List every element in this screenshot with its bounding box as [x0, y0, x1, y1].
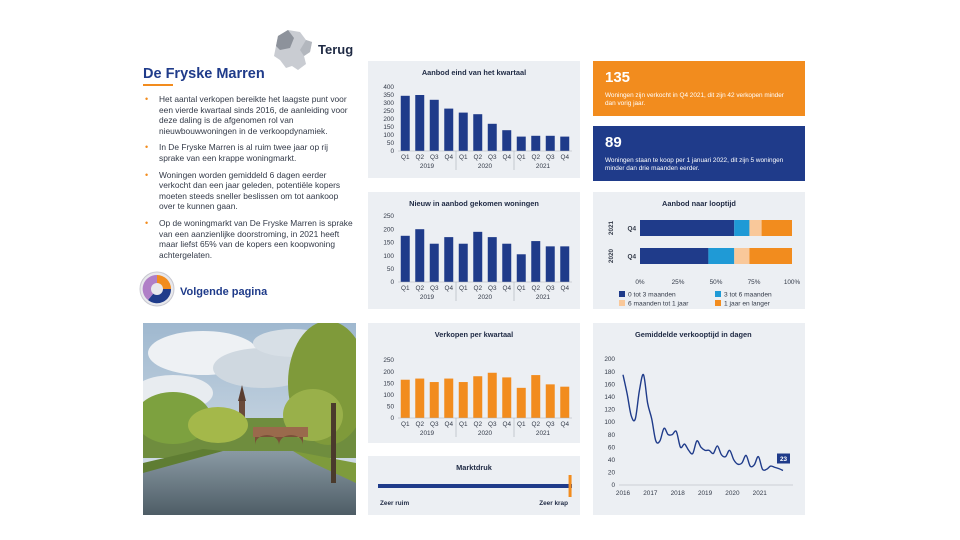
x-tick-label: Q1	[458, 421, 468, 428]
summary-bullet: • Het aantal verkopen bereikte het laagste punt voor een vierde kwartaal sinds 2016, de aanleiding voor deze daling is de afgenomen rol van nieuwbouwwoningen in de verkoopdynamiek.	[143, 94, 355, 136]
bar	[401, 236, 410, 282]
back-link[interactable]: Terug	[318, 42, 354, 57]
bar	[444, 237, 453, 282]
group-label: 2020	[477, 294, 493, 301]
kpi-value: 135	[605, 69, 631, 86]
x-tick-label: 2021	[752, 490, 767, 497]
bar	[459, 244, 468, 282]
y-tick-label: 50	[386, 266, 394, 273]
y-tick-label: 0	[390, 148, 394, 156]
group-label: 2019	[419, 163, 435, 170]
marktdruk-title: Marktdruk	[456, 463, 492, 472]
bar	[488, 237, 497, 282]
bar	[473, 232, 482, 282]
y-tick-label: 150	[383, 124, 394, 132]
chart-nieuw-panel	[368, 192, 580, 309]
x-tick-label: 2019	[697, 490, 713, 497]
y-tick-label: 250	[383, 108, 394, 116]
chart-title: Nieuw in aanbod gekomen woningen	[409, 199, 539, 208]
x-tick-label: 0%	[635, 279, 645, 286]
x-tick-label: Q4	[444, 421, 454, 428]
y-tick-label: 200	[383, 226, 394, 234]
kpi-card-sold	[593, 61, 805, 116]
stacked-segment	[762, 220, 792, 236]
summary-bullet: • Op de woningmarkt van De Fryske Marren is sprake van een aanzienlijke doorstroming, in 2021 heeft maar liefst 65% van de kopers een koopwoning achtergelaten.	[143, 218, 355, 260]
gauge-bar	[378, 484, 572, 488]
y-tick-label: 300	[383, 100, 394, 108]
y-tick-label: 0	[390, 415, 394, 423]
x-tick-label: Q3	[487, 421, 497, 428]
x-tick-label: 2017	[643, 490, 658, 497]
legend-label: 3 tot 6 maanden	[724, 291, 772, 299]
region-map-icon[interactable]	[270, 26, 316, 74]
group-label: 2021	[535, 294, 551, 301]
x-tick-label: Q3	[545, 285, 555, 292]
kpi-text: Woningen staan te koop per 1 januari 2022, dit zijn 5 woningen minder dan drie maanden eerder.	[605, 157, 784, 173]
x-tick-label: Q2	[531, 421, 541, 428]
legend-swatch	[715, 300, 721, 306]
y-tick-label: 100	[383, 252, 394, 260]
stacked-segment	[734, 248, 749, 264]
bar	[517, 388, 526, 418]
y-tick-label: 50	[386, 403, 394, 411]
bar	[531, 136, 540, 151]
legend-item	[619, 291, 676, 299]
x-tick-label: 50%	[709, 279, 723, 286]
x-tick-label: Q4	[502, 285, 512, 292]
bar	[502, 377, 511, 418]
chart-nieuw	[368, 192, 580, 309]
x-tick-label: Q1	[400, 285, 410, 292]
marktdruk-panel	[368, 456, 580, 515]
bar	[459, 113, 468, 151]
legend-swatch	[715, 291, 721, 297]
row-year-label: 2021	[608, 220, 615, 236]
x-tick-label: 2020	[725, 490, 740, 497]
y-tick-label: 100	[383, 132, 394, 140]
bar	[517, 254, 526, 282]
chart-title: Gemiddelde verkooptijd in dagen	[635, 330, 752, 339]
bar	[430, 244, 439, 282]
gauge-right-label: Zeer krap	[539, 500, 568, 507]
bar	[459, 382, 468, 418]
chart-verkopen	[368, 323, 580, 443]
y-tick-label: 350	[383, 92, 394, 100]
legend-swatch	[619, 291, 625, 297]
y-tick-label: 100	[383, 392, 394, 399]
x-tick-label: Q3	[429, 421, 439, 428]
x-tick-label: Q4	[560, 421, 570, 428]
bar	[546, 246, 555, 282]
y-tick-label: 100	[604, 419, 615, 427]
legend-item	[715, 300, 770, 308]
chart-aanbod-panel	[368, 61, 580, 178]
legend-label: 6 maanden tot 1 jaar	[628, 300, 689, 308]
x-tick-label: Q3	[545, 421, 555, 428]
legend-label: 1 jaar en langer	[724, 300, 770, 308]
legend-label: 0 tot 3 maanden	[628, 291, 676, 299]
x-tick-label: 2016	[615, 490, 631, 497]
bar	[546, 384, 555, 418]
legend-swatch	[619, 300, 625, 306]
bar	[502, 130, 511, 151]
next-page-link[interactable]: Volgende pagina	[180, 286, 268, 298]
legend-item	[715, 291, 772, 299]
bar	[560, 246, 569, 282]
x-tick-label: Q2	[415, 421, 425, 428]
x-tick-label: Q1	[458, 154, 468, 161]
bar	[430, 382, 439, 418]
x-tick-label: Q4	[502, 154, 512, 161]
bar	[473, 376, 482, 418]
x-tick-label: Q1	[516, 285, 526, 292]
bar	[430, 100, 439, 151]
x-tick-label: Q3	[429, 154, 439, 161]
x-tick-label: Q2	[415, 285, 425, 292]
group-label: 2019	[419, 430, 435, 437]
bar	[401, 96, 410, 151]
x-tick-label: Q1	[400, 154, 410, 161]
bar	[473, 114, 482, 151]
y-tick-label: 60	[607, 444, 615, 452]
x-tick-label: 25%	[671, 279, 685, 286]
chart-aanbod	[368, 61, 580, 178]
x-tick-label: Q1	[516, 421, 526, 428]
x-tick-label: 75%	[747, 279, 761, 286]
y-tick-label: 250	[383, 357, 394, 365]
y-tick-label: 0	[611, 482, 615, 490]
x-tick-label: Q3	[487, 154, 497, 161]
chart-title: Aanbod naar looptijd	[662, 199, 736, 208]
row-quarter-label: Q4	[627, 225, 636, 233]
x-tick-label: Q2	[531, 285, 541, 292]
row-year-label: 2020	[608, 248, 615, 264]
x-tick-label: Q4	[560, 154, 570, 161]
bar	[560, 387, 569, 418]
x-tick-label: Q2	[473, 154, 483, 161]
y-tick-label: 400	[383, 84, 394, 92]
bar	[546, 136, 555, 151]
x-tick-label: 100%	[783, 279, 801, 286]
kpi-value: 89	[605, 134, 622, 151]
x-tick-label: Q4	[444, 285, 454, 292]
next-page-icon[interactable]	[138, 270, 176, 308]
x-tick-label: Q1	[400, 421, 410, 428]
group-label: 2019	[419, 294, 435, 301]
x-tick-label: Q2	[473, 285, 483, 292]
bar	[488, 373, 497, 418]
bar	[560, 137, 569, 151]
bar	[488, 124, 497, 151]
chart-verkooptijd-panel	[593, 323, 805, 515]
legend-item	[619, 300, 688, 308]
end-value-label: 23	[779, 456, 788, 464]
x-tick-label: Q1	[458, 285, 468, 292]
y-tick-label: 160	[604, 381, 615, 389]
bar	[517, 137, 526, 151]
x-tick-label: Q3	[429, 285, 439, 292]
chart-title: Verkopen per kwartaal	[434, 330, 514, 339]
y-tick-label: 200	[604, 356, 615, 364]
bar	[531, 241, 540, 282]
y-tick-label: 150	[383, 239, 394, 247]
gauge-left-label: Zeer ruim	[380, 500, 410, 507]
y-tick-label: 200	[383, 116, 394, 124]
canal-photo	[143, 323, 356, 515]
chart-verkooptijd	[593, 323, 805, 515]
x-tick-label: Q2	[531, 154, 541, 161]
bar	[531, 375, 540, 418]
series-line	[623, 374, 783, 470]
summary-bullet: • Woningen worden gemiddeld 6 dagen eerder verkocht dan een jaar geleden, potentiële kopers moeten steeds sneller beslissen om tot aankoop over te kunnen gaan.	[143, 170, 355, 212]
group-label: 2020	[477, 163, 493, 170]
stacked-segment	[734, 220, 749, 236]
x-tick-label: Q4	[502, 421, 512, 428]
group-label: 2021	[535, 163, 551, 170]
x-tick-label: Q2	[415, 154, 425, 161]
group-label: 2021	[535, 430, 551, 437]
chart-title: Aanbod eind van het kwartaal	[421, 68, 527, 77]
bar	[444, 379, 453, 418]
y-tick-label: 120	[604, 406, 615, 414]
bar	[415, 379, 424, 418]
bar	[415, 229, 424, 282]
kpi-text: Woningen zijn verkocht in Q4 2021, dit zijn 42 verkopen minder dan vorig jaar.	[605, 92, 784, 108]
x-tick-label: Q1	[516, 154, 526, 161]
title-underline	[143, 84, 173, 86]
chart-looptijd-panel	[593, 192, 805, 309]
chart-verkopen-panel	[368, 323, 580, 443]
bar	[401, 380, 410, 418]
x-tick-label: Q2	[473, 421, 483, 428]
bar	[444, 109, 453, 151]
row-quarter-label: Q4	[627, 253, 636, 261]
page-title: De Fryske Marren	[143, 66, 265, 82]
y-tick-label: 250	[383, 213, 394, 221]
stacked-segment	[640, 248, 708, 264]
y-tick-label: 20	[607, 469, 615, 477]
x-tick-label: Q3	[487, 285, 497, 292]
stacked-segment	[640, 220, 734, 236]
summary-list	[143, 94, 355, 266]
y-tick-label: 80	[607, 431, 615, 439]
stacked-segment	[749, 248, 792, 264]
bar	[415, 95, 424, 151]
gauge-marker	[569, 475, 572, 497]
y-tick-label: 200	[383, 368, 394, 376]
x-tick-label: Q4	[560, 285, 570, 292]
y-tick-label: 40	[607, 457, 615, 464]
x-tick-label: Q4	[444, 154, 454, 161]
bar	[502, 244, 511, 282]
y-tick-label: 150	[383, 380, 394, 388]
x-tick-label: Q3	[545, 154, 555, 161]
y-tick-label: 180	[604, 368, 615, 376]
y-tick-label: 0	[390, 279, 394, 287]
stacked-segment	[749, 220, 761, 236]
stacked-segment	[708, 248, 734, 264]
kpi-card-for-sale	[593, 126, 805, 181]
x-tick-label: 2018	[670, 490, 685, 497]
y-tick-label: 50	[386, 140, 394, 148]
summary-bullet: • In De Fryske Marren is al ruim twee jaar op rij sprake van een krappe woningmarkt.	[143, 142, 355, 163]
y-tick-label: 140	[604, 394, 615, 401]
group-label: 2020	[477, 430, 493, 437]
